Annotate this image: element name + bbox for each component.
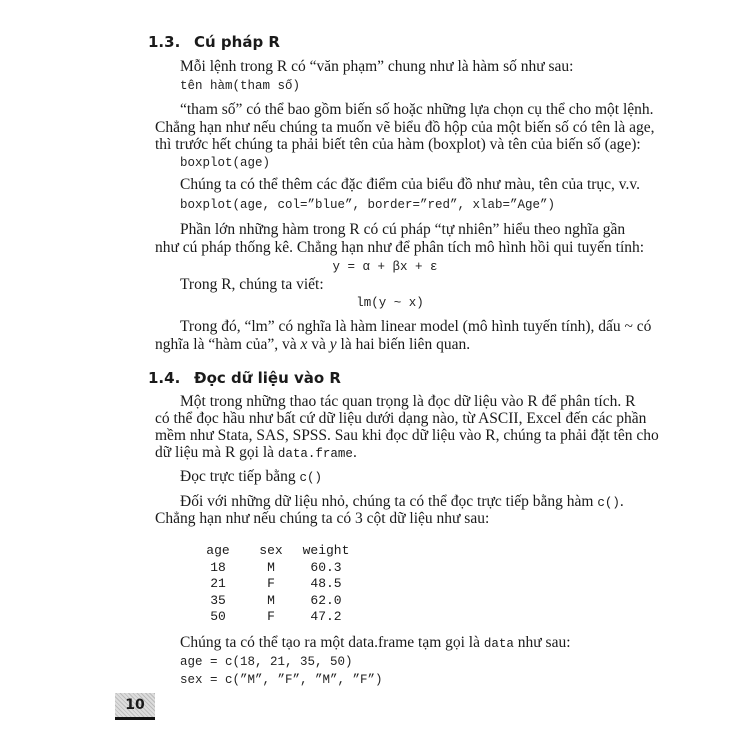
- section-number: 1.3.: [148, 33, 181, 51]
- text: như sau:: [513, 634, 571, 651]
- paragraph-line: Trong đó, “lm” có nghĩa là hàm linear model (mô hình tuyến tính), dấu ~ có: [180, 318, 652, 335]
- text: và: [307, 336, 330, 353]
- cell: 48.5: [310, 576, 342, 592]
- header-age: age: [206, 543, 230, 558]
- table-row: [190, 560, 356, 577]
- inline-code: data: [483, 637, 514, 651]
- code-line: tên hàm(tham số): [180, 79, 301, 93]
- paragraph-line: như cú pháp thống kê. Chẳng hạn như để phân tích mô hình hồi qui tuyến tính:: [155, 239, 645, 256]
- page-number-underline: [115, 717, 155, 720]
- cell: 47.2: [310, 609, 342, 625]
- paragraph-line: mềm như Stata, SAS, SPSS. Sau khi đọc dữ liệu vào R, chúng ta phải đặt tên cho: [155, 427, 659, 444]
- cell: 21: [210, 576, 226, 592]
- inline-code: c(): [597, 496, 620, 510]
- page-number: 10: [115, 693, 155, 717]
- inline-code: data.frame: [277, 447, 353, 461]
- table-row: [190, 576, 356, 593]
- text: Đọc trực tiếp bằng: [180, 468, 300, 485]
- paragraph-line: [180, 493, 624, 511]
- paragraph-line: Chẳng hạn như nếu chúng ta có 3 cột dữ liệu như sau:: [155, 510, 490, 527]
- cell: 60.3: [310, 559, 342, 575]
- paragraph-line: Chẳng hạn như nếu chúng ta muốn vẽ biểu đồ hộp của một biến số có tên là age,: [155, 119, 655, 136]
- code-line: lm(y ~ x): [356, 296, 424, 310]
- cell: 35: [210, 592, 226, 608]
- cell: F: [267, 576, 275, 592]
- paragraph-line: có thể đọc hầu như bất cứ dữ liệu dưới dạng nào, từ ASCII, Excel đến các phần: [155, 410, 647, 427]
- code-line: boxplot(age, col=”blue”, border=”red”, xlab=”Age”): [180, 198, 556, 212]
- var-y: y: [329, 336, 337, 353]
- cell: F: [267, 609, 275, 625]
- paragraph-line: [180, 468, 322, 486]
- table-row: [190, 609, 356, 626]
- text: là hai biến liên quan.: [336, 336, 471, 353]
- header-sex: sex: [259, 543, 283, 558]
- var-x: x: [300, 336, 308, 353]
- paragraph-line: [155, 336, 470, 354]
- paragraph-line: Phần lớn những hàm trong R có cú pháp “tự nhiên” hiểu theo nghĩa gần: [180, 221, 626, 238]
- section-title: Cú pháp R: [194, 33, 280, 51]
- section-heading-1-4: [148, 368, 341, 388]
- text: .: [619, 493, 624, 510]
- text: Đối với những dữ liệu nhỏ, chúng ta có thể đọc trực tiếp bằng hàm: [180, 493, 598, 510]
- paragraph-line: Mỗi lệnh trong R có “văn phạm” chung như là hàm số như sau:: [180, 58, 574, 75]
- paragraph-line: thì trước hết chúng ta phải biết tên của hàm (boxplot) và tên của biến số (age):: [155, 136, 641, 153]
- cell: M: [267, 592, 275, 608]
- section-title: Đọc dữ liệu vào R: [194, 369, 341, 387]
- cell: M: [267, 559, 275, 575]
- data-table: [190, 543, 356, 626]
- header-weight: weight: [302, 543, 350, 558]
- code-line: boxplot(age): [180, 156, 271, 170]
- paragraph-line: Trong R, chúng ta viết:: [180, 276, 324, 293]
- table-header: [190, 543, 356, 560]
- equation: y = α + βx + ε: [332, 260, 438, 274]
- paragraph-line: [180, 634, 571, 652]
- table-row: [190, 593, 356, 610]
- paragraph-line: “tham số” có thể bao gồm biến số hoặc những lựa chọn cụ thể cho một lệnh.: [180, 101, 654, 118]
- text: .: [352, 444, 357, 461]
- text: dữ liệu mà R gọi là: [155, 444, 278, 461]
- paragraph-line: Chúng ta có thể thêm các đặc điểm của biểu đồ như màu, tên của trục, v.v.: [180, 176, 641, 193]
- cell: 62.0: [310, 592, 342, 608]
- text: Chúng ta có thể tạo ra một data.frame tạm gọi là: [180, 634, 484, 651]
- section-heading-1-3: [148, 32, 280, 52]
- inline-code: c(): [299, 471, 322, 485]
- paragraph-line: [155, 444, 357, 462]
- paragraph-line: Một trong những thao tác quan trọng là đọc dữ liệu vào R để phân tích. R: [180, 393, 636, 410]
- code-line: age = c(18, 21, 35, 50): [180, 655, 353, 669]
- code-line: sex = c(”M”, ”F”, ”M”, ”F”): [180, 673, 383, 687]
- cell: 18: [210, 559, 226, 575]
- cell: 50: [210, 609, 226, 625]
- section-number: 1.4.: [148, 369, 181, 387]
- text: nghĩa là “hàm của”, và: [155, 336, 301, 353]
